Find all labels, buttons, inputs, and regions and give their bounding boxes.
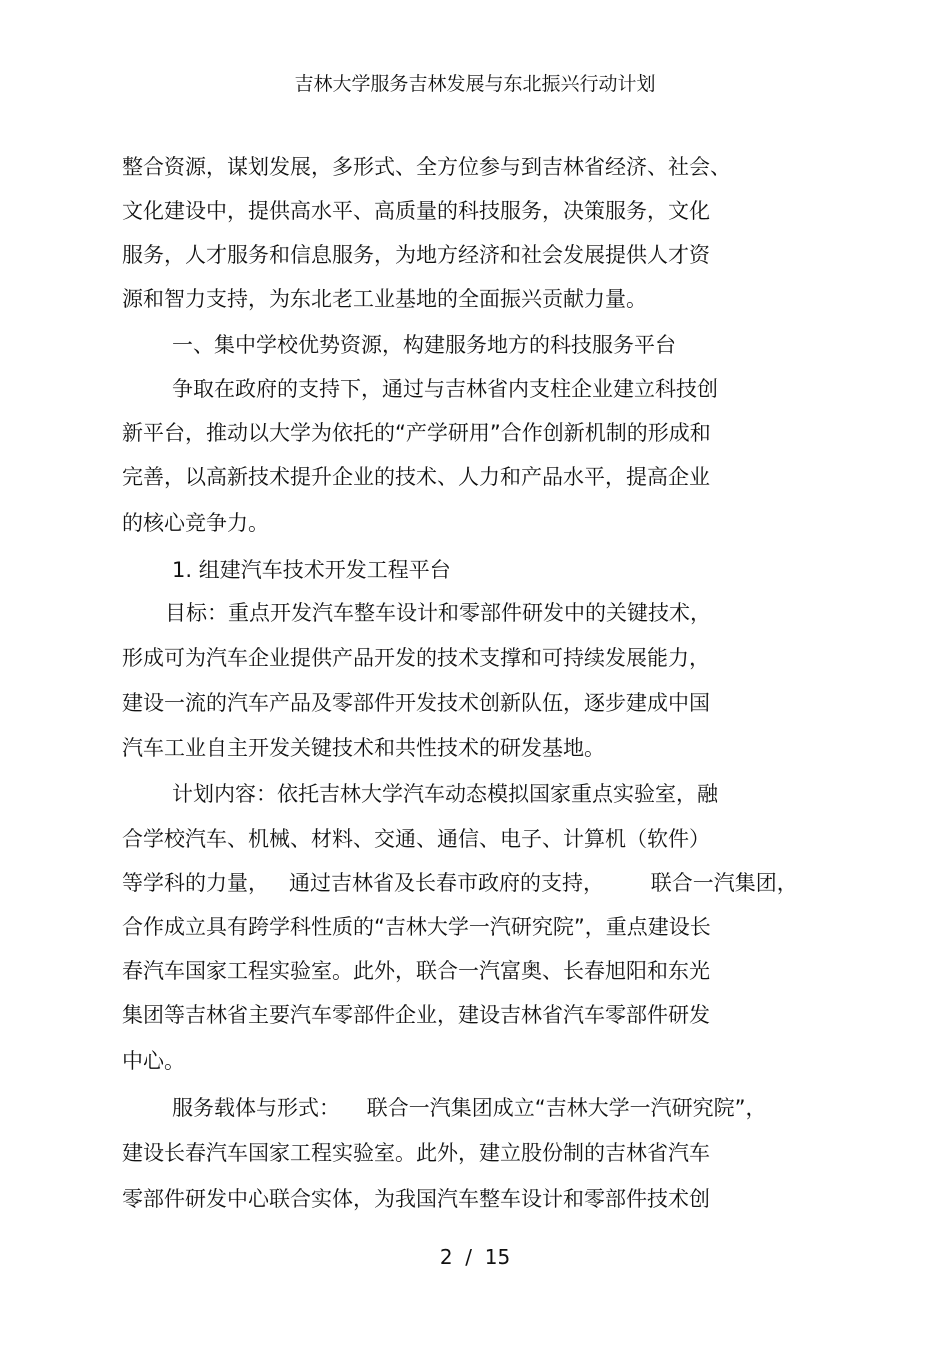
body-line-15: 计划内容：依托吉林大学汽车动态模拟国家重点实验室，融 — [172, 782, 718, 806]
body-line-22: 服务载体与形式： 联合一汽集团成立“吉林大学一汽研究院”， — [172, 1096, 767, 1120]
body-line-19: 春汽车国家工程实验室。此外，联合一汽富奥、长春旭阳和东光 — [122, 959, 710, 983]
body-line-3: 服务，人才服务和信息服务，为地方经济和社会发展提供人才资 — [122, 243, 710, 267]
section-heading-1: 一、集中学校优势资源，构建服务地方的科技服务平台 — [172, 333, 676, 357]
body-line-18: 合作成立具有跨学科性质的“吉林大学一汽研究院”，重点建设长 — [122, 915, 711, 939]
body-line-23: 建设长春汽车国家工程实验室。此外，建立股份制的吉林省汽车 — [122, 1141, 710, 1165]
body-line-11: 目标：重点开发汽车整车设计和零部件研发中的关键技术， — [165, 601, 711, 625]
body-line-16: 合学校汽车、机械、材料、交通、通信、电子、计算机（软件） — [122, 827, 710, 851]
body-line-2: 文化建设中，提供高水平、高质量的科技服务，决策服务，文化 — [122, 199, 710, 223]
body-line-9: 的核心竞争力。 — [122, 511, 269, 535]
body-line-4: 源和智力支持，为东北老工业基地的全面振兴贡献力量。 — [122, 287, 647, 311]
body-line-24: 零部件研发中心联合实体，为我国汽车整车设计和零部件技术创 — [122, 1187, 710, 1211]
page-number: 2 / 15 — [439, 1245, 511, 1269]
body-line-1: 整合资源，谋划发展，多形式、全方位参与到吉林省经济、社会、 — [122, 155, 731, 179]
body-line-20: 集团等吉林省主要汽车零部件企业，建设吉林省汽车零部件研发 — [122, 1003, 710, 1027]
page-header-title: 吉林大学服务吉林发展与东北振兴行动计划 — [294, 73, 656, 95]
body-line-17: 等学科的力量， 通过吉林省及长春市政府的支持， 联合一汽集团， — [122, 871, 798, 895]
subsection-heading-1: 1. 组建汽车技术开发工程平台 — [172, 558, 451, 582]
body-line-6: 争取在政府的支持下，通过与吉林省内支柱企业建立科技创 — [172, 377, 718, 401]
body-line-12: 形成可为汽车企业提供产品开发的技术支撑和可持续发展能力， — [122, 646, 710, 670]
body-line-14: 汽车工业自主开发关键技术和共性技术的研发基地。 — [122, 736, 605, 760]
body-line-7: 新平台，推动以大学为依托的“产学研用”合作创新机制的形成和 — [122, 421, 711, 445]
body-line-13: 建设一流的汽车产品及零部件开发技术创新队伍，逐步建成中国 — [122, 691, 710, 715]
body-line-21: 中心。 — [122, 1049, 185, 1073]
body-line-8: 完善，以高新技术提升企业的技术、人力和产品水平，提高企业 — [122, 465, 710, 489]
